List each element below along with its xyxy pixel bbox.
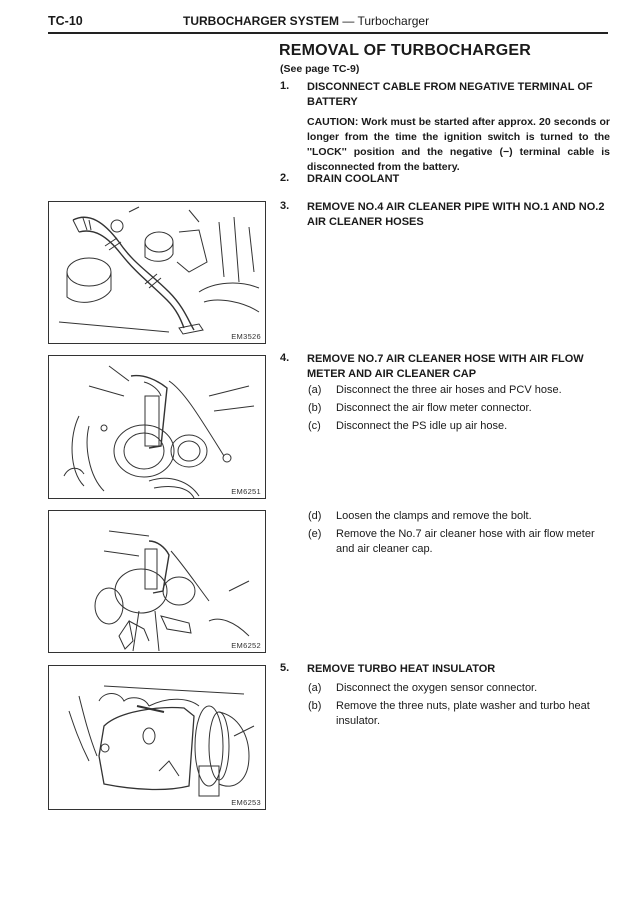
substep-label: (c)	[308, 420, 321, 432]
figure-air-hoses	[48, 355, 266, 499]
step-number: 2.	[280, 172, 290, 184]
figure-air-flow-meter-removal	[48, 510, 266, 653]
substep-label: (d)	[308, 510, 322, 522]
figure-code: EM3526	[231, 332, 261, 341]
page-number: TC-10	[48, 14, 83, 28]
substep-label: (e)	[308, 528, 322, 540]
page-title: REMOVAL OF TURBOCHARGER	[279, 42, 532, 59]
figure-code: EM6253	[231, 798, 261, 807]
section-name: TURBOCHARGER SYSTEM	[183, 14, 340, 28]
section-title	[183, 14, 429, 28]
substep-text: Loosen the clamps and remove the bolt.	[336, 510, 532, 522]
separator: —	[342, 14, 355, 28]
substep-text: Disconnect the air flow meter connector.	[336, 402, 532, 414]
step-2	[280, 172, 610, 187]
air-flow-meter-removal-illustration-icon	[49, 511, 265, 652]
step-1	[280, 80, 610, 175]
figure-code: EM6251	[231, 487, 261, 496]
see-page-reference: (See page TC-9)	[280, 63, 360, 75]
step-title: REMOVE NO.4 AIR CLEANER PIPE WITH NO.1 AND NO.2 AIR CLEANER HOSES	[307, 201, 605, 228]
substep-4a	[308, 383, 613, 398]
substep-4d	[308, 509, 613, 524]
substep-5a	[308, 681, 613, 696]
figure-air-cleaner-pipe	[48, 201, 266, 344]
turbo-air-hoses-illustration-icon	[49, 356, 265, 498]
step-4	[280, 352, 610, 382]
substep-label: (b)	[308, 402, 322, 414]
substep-label: (a)	[308, 384, 322, 396]
substep-4e	[308, 527, 613, 557]
subsection-name: Turbocharger	[357, 14, 430, 28]
substep-5b	[308, 699, 613, 729]
step-3	[280, 200, 610, 230]
step-title: REMOVE NO.7 AIR CLEANER HOSE WITH AIR FLOW METER AND AIR CLEANER CAP	[307, 353, 584, 380]
substep-text: Remove the No.7 air cleaner hose with air flow meter and air cleaner cap.	[336, 528, 595, 555]
step-5	[280, 662, 610, 677]
step-title: REMOVE TURBO HEAT INSULATOR	[307, 663, 496, 675]
substep-4b	[308, 401, 613, 416]
substep-label: (b)	[308, 700, 322, 712]
substep-text: Disconnect the PS idle up air hose.	[336, 420, 508, 432]
step-number: 1.	[280, 80, 290, 92]
caution-note: CAUTION: Work must be started after approx. 20 seconds or longer from the time the ignition switch is turned to the ''LOCK'' position and the negative (−) terminal cable is disconnected from the battery.	[307, 116, 610, 173]
step-title: DISCONNECT CABLE FROM NEGATIVE TERMINAL OF BATTERY	[307, 81, 593, 108]
substep-label: (a)	[308, 682, 322, 694]
substep-text: Remove the three nuts, plate washer and turbo heat insulator.	[336, 700, 590, 727]
figure-turbo-heat-insulator	[48, 665, 266, 810]
page-header	[48, 14, 608, 34]
substep-text: Disconnect the oxygen sensor connector.	[336, 682, 538, 694]
substep-text: Disconnect the three air hoses and PCV hose.	[336, 384, 562, 396]
air-cleaner-pipe-illustration-icon	[49, 202, 265, 343]
substep-4c	[308, 419, 613, 434]
step-number: 4.	[280, 352, 290, 364]
step-title: DRAIN COOLANT	[307, 173, 400, 185]
step-number: 3.	[280, 200, 290, 212]
turbo-heat-insulator-illustration-icon	[49, 666, 265, 809]
figure-code: EM6252	[231, 641, 261, 650]
step-number: 5.	[280, 662, 290, 674]
